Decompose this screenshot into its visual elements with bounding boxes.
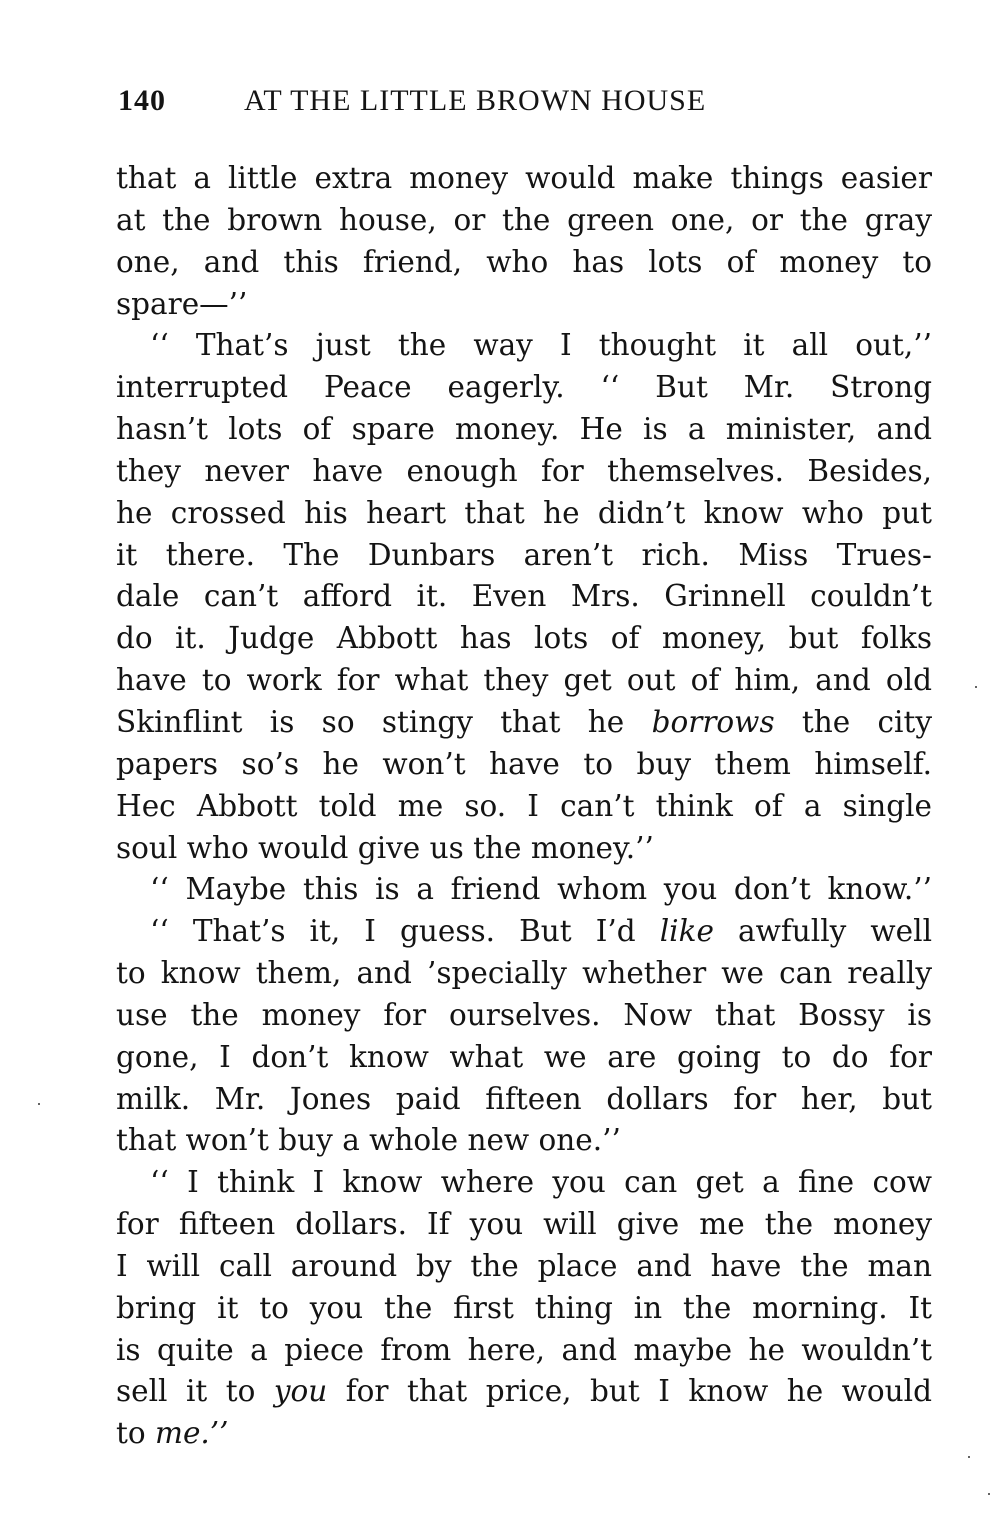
text-line: I will call around by the place and have the man: [116, 1248, 932, 1283]
text-line: to know them, and ’specially whether we can really: [116, 956, 932, 991]
text-line: Skinflint is so stingy that he borrows the city: [116, 704, 932, 739]
text-line: interrupted Peace eagerly. ‘‘ But Mr. Strong: [116, 370, 932, 405]
text-line: milk. Mr. Jones paid fifteen dollars for her, but: [116, 1081, 932, 1116]
text-line: gone, I don’t know what we are going to do for: [116, 1039, 932, 1074]
text-line: have to work for what they get out of him, and old: [116, 663, 932, 698]
scan-speck: [968, 1456, 970, 1458]
text-line: for fifteen dollars. If you will give me the money: [116, 1207, 932, 1242]
body-text: [116, 158, 932, 1455]
text-line: hasn’t lots of spare money. He is a minister, and: [116, 412, 932, 447]
text-line: that won’t buy a whole new one.’’: [116, 1123, 621, 1158]
text-line: it there. The Dunbars aren’t rich. Miss Trues-: [116, 537, 932, 572]
text-line: spare—’’: [116, 286, 248, 321]
text-line: papers so’s he won’t have to buy them himself.: [116, 746, 932, 781]
page-number: 140: [118, 84, 166, 117]
text-line: is quite a piece from here, and maybe he wouldn’t: [116, 1332, 932, 1367]
text-line: ‘‘ That’s it, I guess. But I’d like awfully well: [150, 914, 933, 949]
text-line: ‘‘ I think I know where you can get a fine cow: [150, 1165, 932, 1200]
text-line: that a little extra money would make things easier: [116, 161, 932, 195]
text-line: Hec Abbott told me so. I can’t think of a single: [116, 788, 932, 823]
running-head: AT THE LITTLE BROWN HOUSE: [244, 84, 707, 117]
scan-speck: [38, 1103, 40, 1105]
scan-speck: [988, 1493, 990, 1495]
text-line: bring it to you the first thing in the morning. It: [116, 1290, 932, 1325]
text-line: do it. Judge Abbott has lots of money, but folks: [116, 621, 932, 656]
text-line: one, and this friend, who has lots of money to: [116, 244, 932, 279]
text-line: dale can’t afford it. Even Mrs. Grinnell couldn’t: [116, 579, 932, 614]
text-line: to me.’’: [116, 1416, 229, 1451]
text-line: soul who would give us the money.’’: [116, 830, 654, 865]
text-line: ‘‘ Maybe this is a friend whom you don’t know.’’: [150, 872, 932, 907]
text-line: at the brown house, or the green one, or the gray: [116, 202, 932, 237]
text-line: he crossed his heart that he didn’t know who put: [116, 495, 932, 530]
text-line: sell it to you for that price, but I know he would: [116, 1374, 932, 1409]
scan-speck: [975, 686, 977, 688]
page-header: [118, 84, 818, 128]
text-line: ‘‘ That’s just the way I thought it all out,’’: [150, 328, 932, 363]
text-line: use the money for ourselves. Now that Bossy is: [116, 997, 932, 1032]
text-line: they never have enough for themselves. Besides,: [116, 453, 932, 488]
